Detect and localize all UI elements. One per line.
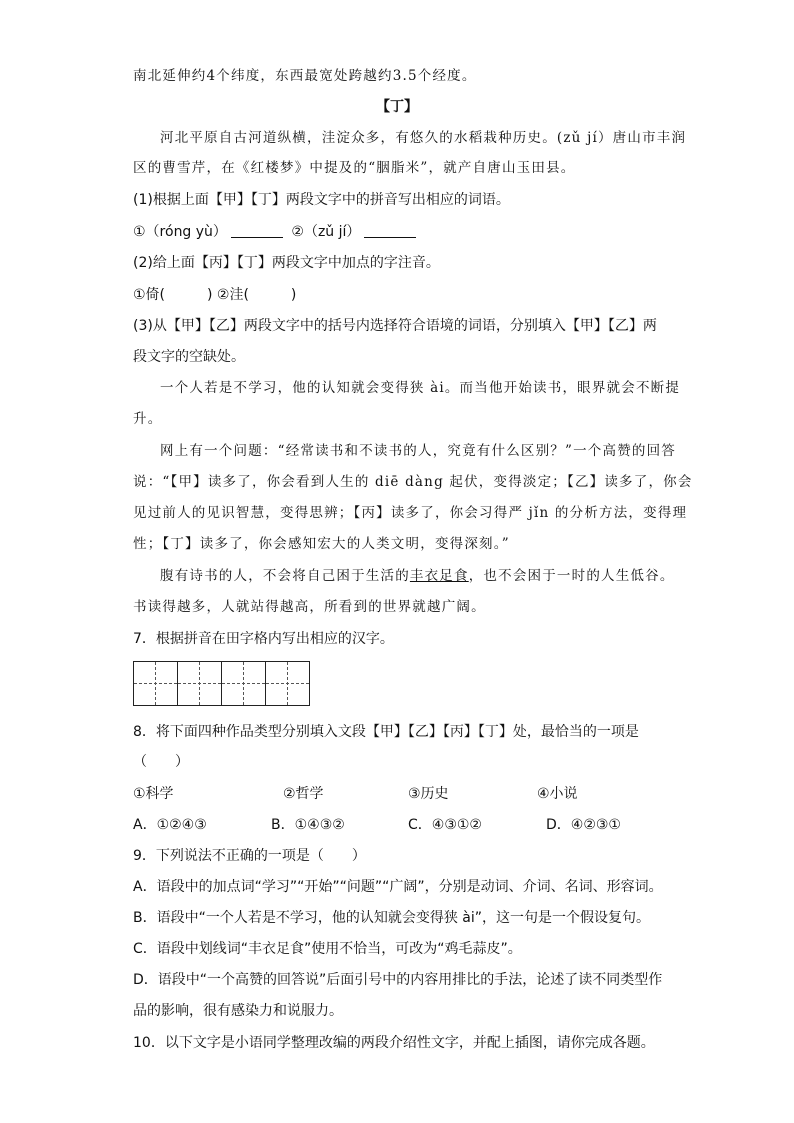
text-line [160,566,675,586]
q8-type-2: ②哲学 [283,786,324,802]
question-3-cont: 段文字的空缺处。 [133,349,245,365]
answer-blank[interactable] [364,223,416,238]
q9-option-a[interactable]: A．语段中的加点词“学习”“开始”“问题”“广阔”，分别是动词、介词、名词、形容词。 [133,879,663,895]
q1-item-b: ②（zǔ jí） [291,224,361,240]
q9-option-d-cont: 品的影响，很有感染力和说服力。 [133,1003,343,1019]
q8-option-b[interactable]: B．①④③② [271,817,345,833]
q9-option-b[interactable]: B．语段中“一个人若是不学习，他的认知就会变得狭 ài”，这一句是一个假设复句。 [133,910,651,926]
question-3: (3)从【甲】【乙】两段文字中的括号内选择符合语境的词语，分别填入【甲】【乙】两 [133,318,657,334]
tianzige-cell[interactable] [133,661,178,706]
text-segment: 腹有诗书的人，不会将自己困于生活的 [160,568,410,584]
text-line: 性；【丁】读多了，你会感知宏大的人类文明，变得深刻。” [133,536,510,552]
q8-option-d[interactable]: D．④②③① [546,817,621,833]
text-line: 网上有一个问题：“经常读书和不读书的人，究竟有什么区别？”一个高赞的回答 [160,443,677,459]
tianzige-grid [133,661,309,706]
q8-option-a[interactable]: A．①②④③ [133,817,207,833]
tianzige-cell[interactable] [265,661,310,706]
q8-type-3: ③历史 [408,786,449,802]
question-7: 7．根据拼音在田字格内写出相应的汉字。 [133,631,394,647]
question-1-answers [133,222,420,242]
question-8: 8．将下面四种作品类型分别填入文段【甲】【乙】【丙】【丁】处，最恰当的一项是 [133,724,639,740]
q8-option-c[interactable]: C．④③①② [408,817,482,833]
text-line: 一个人若是不学习，他的认知就会变得狭 ài。而当他开始读书，眼界就会不断提 [160,380,681,396]
underlined-word: 丰衣足食 [409,568,469,584]
q9-option-c[interactable]: C．语段中划线词“丰衣足食”使用不恰当，可改为“鸡毛蒜皮”。 [133,941,522,957]
q8-type-1: ①科学 [133,786,174,802]
q1-item-a: ①（róng yù） [133,224,227,240]
q9-option-d[interactable]: D．语段中“一个高赞的回答说”后面引号中的内容用排比的手法，论述了读不同类型作 [133,972,663,988]
text-line: 南北延伸约4个纬度，东西最宽处跨越约3.5个经度。 [133,68,477,84]
question-8-paren: （ ） [133,754,189,770]
text-line: 见过前人的见识智慧，变得思辨；【丙】读多了，你会习得严 jǐn 的分析方法，变得理 [133,505,688,521]
tianzige-cell[interactable] [221,661,266,706]
tianzige-cell[interactable] [177,661,222,706]
question-2-answers: ①倚( ) ②洼( ) [133,287,297,303]
question-10: 10．以下文字是小语同学整理改编的两段介绍性文字，并配上插图，请你完成各题。 [133,1035,655,1051]
text-line: 区的曹雪芹，在《红楼梦》中提及的“胭脂米”，就产自唐山玉田县。 [133,160,576,176]
text-line: 说：“【甲】读多了，你会看到人生的 diē dàng 起伏，变得淡定；【乙】读多了，你会 [133,474,693,490]
text-segment: ，也不会困于一时的人生低谷。 [468,568,675,584]
text-line: 河北平原自古河道纵横，洼淀众多，有悠久的水稻栽种历史。(zǔ jí）唐山市丰润 [160,130,687,146]
question-2: (2)给上面【丙】【丁】两段文字中加点的字注音。 [133,255,440,271]
q8-type-4: ④小说 [537,786,578,802]
answer-blank[interactable] [231,223,283,238]
question-1: (1)根据上面【甲】【丁】两段文字中的拼音写出相应的词语。 [133,192,510,208]
question-9: 9．下列说法不正确的一项是（ ） [133,848,366,864]
text-line: 升。 [133,411,163,427]
section-title: 【丁】 [376,99,418,115]
text-line: 书读得越多，人就站得越高，所看到的世界就越广阔。 [133,599,486,615]
